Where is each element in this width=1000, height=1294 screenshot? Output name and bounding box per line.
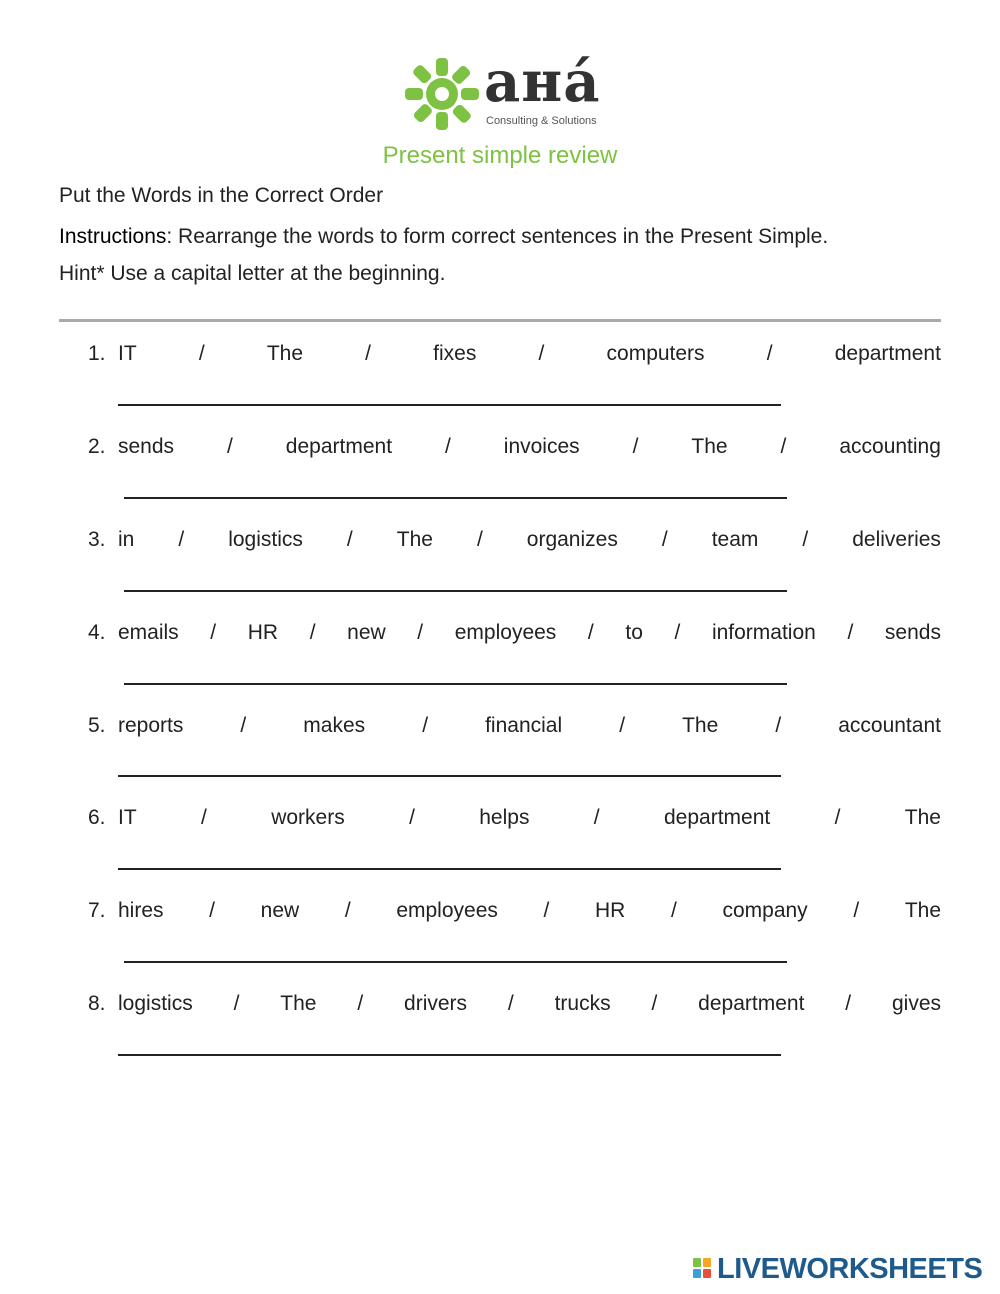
answer-line-4[interactable] [124, 683, 787, 685]
answer-line-6[interactable] [118, 868, 781, 870]
word-chip: workers [271, 806, 345, 829]
word-chip: IT [118, 806, 137, 829]
word-separator: / [417, 621, 424, 644]
divider [59, 319, 941, 322]
word-list [118, 897, 941, 925]
word-chip: gives [891, 992, 941, 1015]
word-chip: department [663, 806, 771, 829]
word-chip: new [260, 899, 300, 922]
word-separator: / [651, 992, 658, 1015]
word-separator: / [538, 342, 545, 365]
answer-line-2[interactable] [124, 497, 787, 499]
logo-badge-icon [703, 1269, 711, 1278]
word-chip: drivers [404, 992, 468, 1015]
word-separator: / [346, 528, 353, 551]
question-6 [88, 804, 941, 844]
word-chip: information [711, 621, 816, 644]
liveworksheets-logo[interactable] [693, 1254, 993, 1284]
word-chip: helps [479, 806, 530, 829]
word-separator: / [674, 621, 681, 644]
word-list [118, 619, 941, 647]
word-separator: / [422, 714, 429, 737]
word-list [118, 712, 941, 740]
word-separator: / [780, 435, 787, 458]
word-chip: The [682, 714, 719, 737]
worksheet-title: Present simple review [382, 142, 618, 169]
word-separator: / [661, 528, 668, 551]
worksheet-subtitle: Put the Words in the Correct Order [59, 184, 384, 207]
word-chip: The [266, 342, 304, 365]
word-chip: to [625, 621, 643, 644]
word-separator: / [766, 342, 773, 365]
logo-badge-icon [693, 1258, 701, 1267]
word-chip: financial [485, 714, 563, 737]
word-separator: / [853, 899, 860, 922]
question-4 [88, 619, 941, 659]
word-separator: / [802, 528, 809, 551]
word-separator: / [227, 435, 233, 458]
company-logo [403, 49, 603, 132]
question-7 [88, 897, 941, 937]
word-chip: company [722, 899, 808, 922]
instructions-text: : Rearrange the words to form correct sentences in the Present Simple. [166, 225, 829, 248]
answer-line-3[interactable] [124, 590, 787, 592]
word-separator: / [201, 806, 207, 829]
word-chip: logistics [228, 528, 303, 551]
word-chip: accounting [839, 435, 941, 458]
word-list [118, 526, 941, 554]
word-chip: department [285, 435, 393, 458]
question-5 [88, 712, 941, 752]
word-list [118, 990, 941, 1018]
word-chip: logistics [118, 992, 193, 1015]
word-separator: / [365, 342, 372, 365]
word-chip: IT [118, 342, 137, 365]
word-chip: sends [884, 621, 941, 644]
word-separator: / [834, 806, 841, 829]
question-number: 1. [88, 342, 106, 365]
instructions [59, 225, 828, 249]
word-chip: The [904, 806, 941, 829]
word-separator: / [845, 992, 852, 1015]
logo-tagline: Consulting & Solutions [486, 115, 597, 127]
word-chip: computers [606, 342, 705, 365]
instructions-label: Instructions [59, 225, 167, 248]
answer-line-5[interactable] [118, 775, 781, 777]
word-list [118, 804, 941, 832]
word-chip: team [711, 528, 759, 551]
word-list [118, 340, 941, 368]
question-number: 7. [88, 899, 106, 922]
word-separator: / [632, 435, 639, 458]
word-chip: employees [454, 621, 557, 644]
word-separator: / [178, 528, 185, 551]
gear-logo-icon [403, 56, 481, 132]
word-chip: The [904, 899, 941, 922]
question-1 [88, 340, 941, 380]
question-number: 8. [88, 992, 106, 1015]
word-chip: accountant [838, 714, 941, 737]
word-chip: HR [247, 621, 279, 644]
word-separator: / [476, 528, 483, 551]
question-number: 3. [88, 528, 106, 551]
question-number: 2. [88, 435, 106, 458]
word-separator: / [240, 714, 247, 737]
question-3 [88, 526, 941, 566]
word-chip: The [691, 435, 728, 458]
word-chip: reports [118, 714, 184, 737]
word-separator: / [209, 899, 216, 922]
logo-badge-icon [693, 1269, 701, 1278]
word-separator: / [543, 899, 550, 922]
word-separator: / [619, 714, 626, 737]
word-separator: / [593, 806, 600, 829]
word-chip: HR [595, 899, 626, 922]
question-2 [88, 433, 941, 473]
word-chip: The [396, 528, 433, 551]
word-separator: / [670, 899, 677, 922]
question-number: 5. [88, 714, 106, 737]
logo-badge-icon [703, 1258, 711, 1267]
word-chip: department [834, 342, 941, 365]
word-chip: deliveries [852, 528, 941, 551]
word-chip: department [698, 992, 805, 1015]
word-separator: / [444, 435, 451, 458]
word-separator: / [309, 621, 316, 644]
word-separator: / [233, 992, 240, 1015]
word-chip: employees [396, 899, 498, 922]
word-chip: organizes [526, 528, 618, 551]
question-number: 4. [88, 621, 106, 644]
answer-line-1[interactable] [118, 404, 781, 406]
hint-text: Hint* Use a capital letter at the beginning. [59, 262, 446, 285]
question-8 [88, 990, 941, 1030]
word-separator: / [587, 621, 594, 644]
word-chip: The [280, 992, 317, 1015]
word-separator: / [847, 621, 854, 644]
word-separator: / [344, 899, 351, 922]
word-chip: trucks [554, 992, 611, 1015]
word-separator: / [198, 342, 205, 365]
word-separator: / [409, 806, 415, 829]
answer-line-7[interactable] [124, 961, 787, 963]
word-chip: invoices [503, 435, 580, 458]
word-chip: in [118, 528, 135, 551]
word-chip: emails [118, 621, 179, 644]
word-chip: new [347, 621, 386, 644]
word-chip: sends [118, 435, 175, 458]
answer-line-8[interactable] [118, 1054, 781, 1056]
word-separator: / [357, 992, 364, 1015]
liveworksheets-wordmark: LIVEWORKSHEETS [717, 1253, 983, 1285]
word-chip: hires [118, 899, 164, 922]
word-separator: / [210, 621, 217, 644]
word-chip: fixes [433, 342, 477, 365]
word-separator: / [775, 714, 782, 737]
word-separator: / [507, 992, 514, 1015]
logo-wordmark: aнá [484, 49, 601, 115]
question-number: 6. [88, 806, 106, 829]
word-chip: makes [303, 714, 366, 737]
word-list [118, 433, 941, 461]
